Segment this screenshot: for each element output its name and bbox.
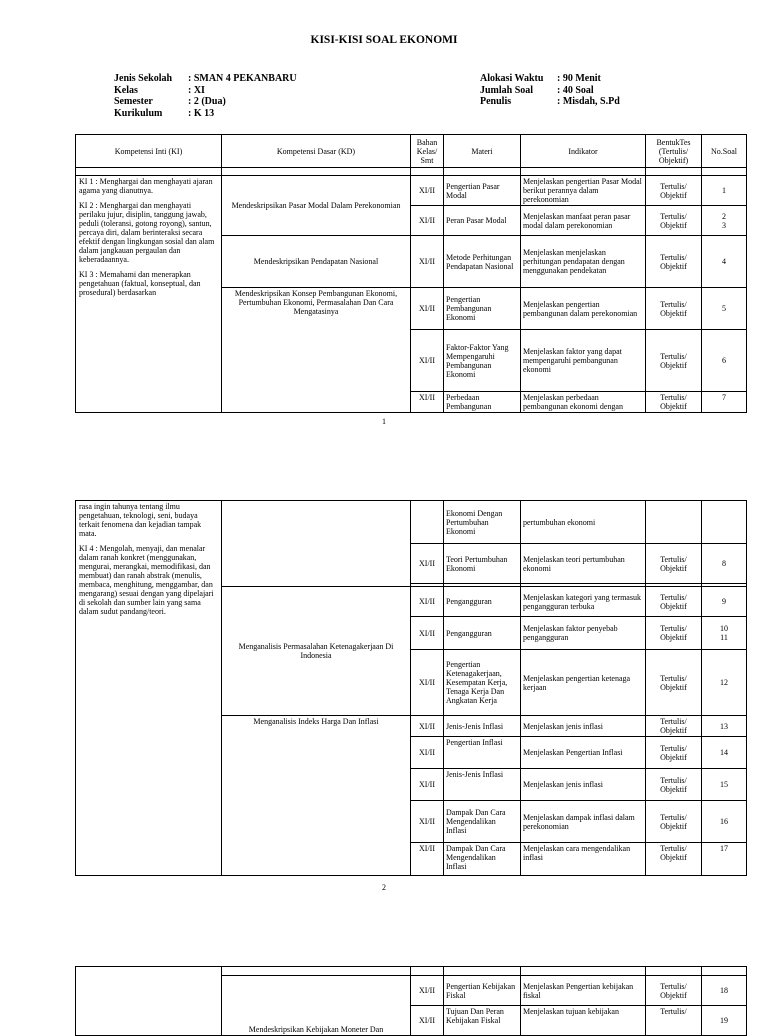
document-title: KISI-KISI SOAL EKONOMI [310, 34, 458, 46]
meta-row: Jenis Sekolah : SMAN 4 PEKANBARU [114, 73, 297, 84]
kd-cell: Mendeskripsikan Pendapatan Nasional [222, 236, 411, 288]
header-nosoal: No.Soal [702, 135, 747, 168]
meta-left [114, 73, 297, 119]
meta-row: Kurikulum : K 13 [114, 107, 215, 119]
kd-cell: Menganalisis Indeks Harga Dan Inflasi [222, 716, 411, 876]
table-row: XI/II Pengertian Inflasi Menjelaskan Pengertian Inflasi Tertulis/ Objektif 14 [76, 737, 747, 769]
kisi-table-page-2 [75, 500, 747, 876]
ki-cell: KI 1 : Menghargai dan menghayati ajaran agama yang dianutnya. KI 2 : Menghargai dan menghayati perilaku jujur, disiplin, tanggung jawab, peduli (toleransi, gotong royong), santun, percaya diri, dalam berinteraksi secara efektif dengan lingkungan sosial dan alam dalam jangkauan pergaulan dan keberadaannya. KI 3 : Memahami dan menerapkan pengetahuan (faktual, konseptual, dan prosedural) berdasarkan [76, 176, 222, 413]
table-row: XI/II Faktor-Faktor Yang Mempengaruhi Pembangunan Ekonomi Menjelaskan faktor yang dapat mempengaruhi pembangunan ekonomi Tertulis/ Objektif 6 [76, 330, 747, 392]
header-materi: Materi [444, 135, 521, 168]
header-bentuk: BentukTes (Tertulis/ Objektif) [646, 135, 702, 168]
page-number: 2 [382, 883, 386, 892]
header-row [76, 135, 747, 168]
table-row: XI/II Peran Pasar Modal Menjelaskan manfaat peran pasar modal dalam perekonomian Tertulis/ Objektif 2 3 [76, 206, 747, 236]
meta-row: Semester : 2 (Dua) [114, 96, 226, 107]
table-row: Mendeskripsikan Konsep Pembangunan Ekonomi, Pertumbuhan Ekonomi, Permasalahan Dan Cara Mengatasinya XI/II Pengertian Pembangunan Ekonomi Menjelaskan pengertian pembangunan dalam perekonomian Tertulis/ Objektif 5 [76, 288, 747, 330]
table-row: Mendeskripsikan Kebijakan Moneter Dan XI/II Pengertian Kebijakan Fiskal Menjelaskan Pengertian kebijakan fiskal Tertulis/ Objektif 18 [76, 976, 747, 1006]
header-ki: Kompetensi Inti (KI) [76, 135, 222, 168]
kd-cell: Mendeskripsikan Konsep Pembangunan Ekonomi, Pertumbuhan Ekonomi, Permasalahan Dan Cara Mengatasinya [222, 288, 411, 413]
table-row: XI/II Perbedaan Pembangunan Menjelaskan perbedaan pembangunan ekonomi dengan Tertulis/ Objektif 7 [76, 392, 747, 413]
ki-cell: rasa ingin tahunya tentang ilmu pengetahuan, teknologi, seni, budaya terkait fenomena dan kejadian tampak mata. KI 4 : Mengolah, menyaji, dan menalar dalam ranah konkret (menggunakan, mengurai, merangkai, memodifikasi, dan membuat) dan ranah abstrak (menulis, membaca, menghitung, menggambar, dan mengarang) sesuai dengan yang dipelajari di sekolah dan sumber lain yang sama dalam sudut pandang/teori. [76, 501, 222, 876]
table-row: Menganalisis Permasalahan Ketenagakerjaan Di Indonesia XI/II Pengangguran Menjelaskan kategori yang termasuk pengangguran terbuka Tertulis/ Objektif 9 [76, 587, 747, 617]
table-row: Menganalisis Indeks Harga Dan Inflasi XI/II Jenis-Jenis Inflasi Menjelaskan jenis inflasi Tertulis/ Objektif 13 [76, 716, 747, 737]
kd-cell: Menganalisis Permasalahan Ketenagakerjaan Di Indonesia [222, 587, 411, 716]
kisi-table-page-1 [75, 134, 747, 413]
header-bahan: Bahan Kelas/ Smt [411, 135, 444, 168]
table-row: XI/II Dampak Dan Cara Mengendalikan Inflasi Menjelaskan dampak inflasi dalam perekonomian Tertulis/ Objektif 16 [76, 801, 747, 843]
table-row: XI/II Pengangguran Menjelaskan faktor penyebab pengangguran Tertulis/ Objektif 10 11 [76, 617, 747, 650]
table-row: XI/II Pengertian Ketenagakerjaan, Kesempatan Kerja, Tenaga Kerja Dan Angkatan Kerja Menjelaskan pengertian ketenaga kerjaan Tertulis/ Objektif 12 [76, 650, 747, 716]
table-row: XI/II Dampak Dan Cara Mengendalikan Inflasi Menjelaskan cara mengendalikan inflasi Tertulis/ Objektif 17 [76, 843, 747, 876]
kd-cell: Mendeskripsikan Pasar Modal Dalam Perekonomian [222, 176, 411, 236]
page-number: 1 [382, 417, 386, 426]
table-row: rasa ingin tahunya tentang ilmu pengetahuan, teknologi, seni, budaya terkait fenomena dan kejadian tampak mata. KI 4 : Mengolah, menyaji, dan menalar dalam ranah konkret (menggunakan, mengurai, merangkai, memodifikasi, dan membuat) dan ranah abstrak (menulis, membaca, menghitung, menggambar, dan mengarang) sesuai dengan yang dipelajari di sekolah dan sumber lain yang sama dalam sudut pandang/teori. Ekonomi Dengan Pertumbuhan Ekonomi pertumbuhan ekonomi [76, 501, 747, 544]
table-row: XI/II Tujuan Dan Peran Kebijakan Fiskal Menjelaskan tujuan kebijakan Tertulis/ 19 [76, 1006, 747, 1036]
meta-row: Kelas : XI [114, 84, 205, 96]
meta-row: Penulis : Misdah, S.Pd [480, 96, 620, 107]
table-row: KI 1 : Menghargai dan menghayati ajaran agama yang dianutnya. KI 2 : Menghargai dan menghayati perilaku jujur, disiplin, tanggung jawab, peduli (toleransi, gotong royong), santun, percaya diri, dalam berinteraksi secara efektif dengan lingkungan sosial dan alam dalam jangkauan pergaulan dan keberadaannya. KI 3 : Memahami dan menerapkan pengetahuan (faktual, konseptual, dan prosedural) berdasarkan Mendeskripsikan Pasar Modal Dalam Perekonomian XI/II Pengertian Pasar Modal Menjelaskan pengertian Pasar Modal berikut perannya dalam perekonomian Tertulis/ Objektif 1 [76, 176, 747, 206]
kd-cell-continued [222, 501, 411, 587]
meta-row: Alokasi Waktu : 90 Menit [480, 73, 601, 84]
header-kd: Kompetensi Dasar (KD) [222, 135, 411, 168]
table-row: XI/II Jenis-Jenis Inflasi Menjelaskan jenis inflasi Tertulis/ Objektif 15 [76, 769, 747, 801]
meta-row: Jumlah Soal : 40 Soal [480, 84, 594, 96]
table-row: XI/II Teori Pertumbuhan Ekonomi Menjelaskan teori pertumbuhan ekonomi Tertulis/ Objektif 8 [76, 544, 747, 584]
header-indikator: Indikator [521, 135, 646, 168]
kd-cell: Mendeskripsikan Kebijakan Moneter Dan [222, 976, 411, 1036]
meta-right [480, 73, 620, 108]
kisi-table-page-3 [75, 966, 747, 1036]
table-row: Mendeskripsikan Pendapatan Nasional XI/II Metode Perhitungan Pendapatan Nasional Menjelaskan menjelaskan perhitungan pendapatan dengan menggunakan pendekatan Tertulis/ Objektif 4 [76, 236, 747, 288]
